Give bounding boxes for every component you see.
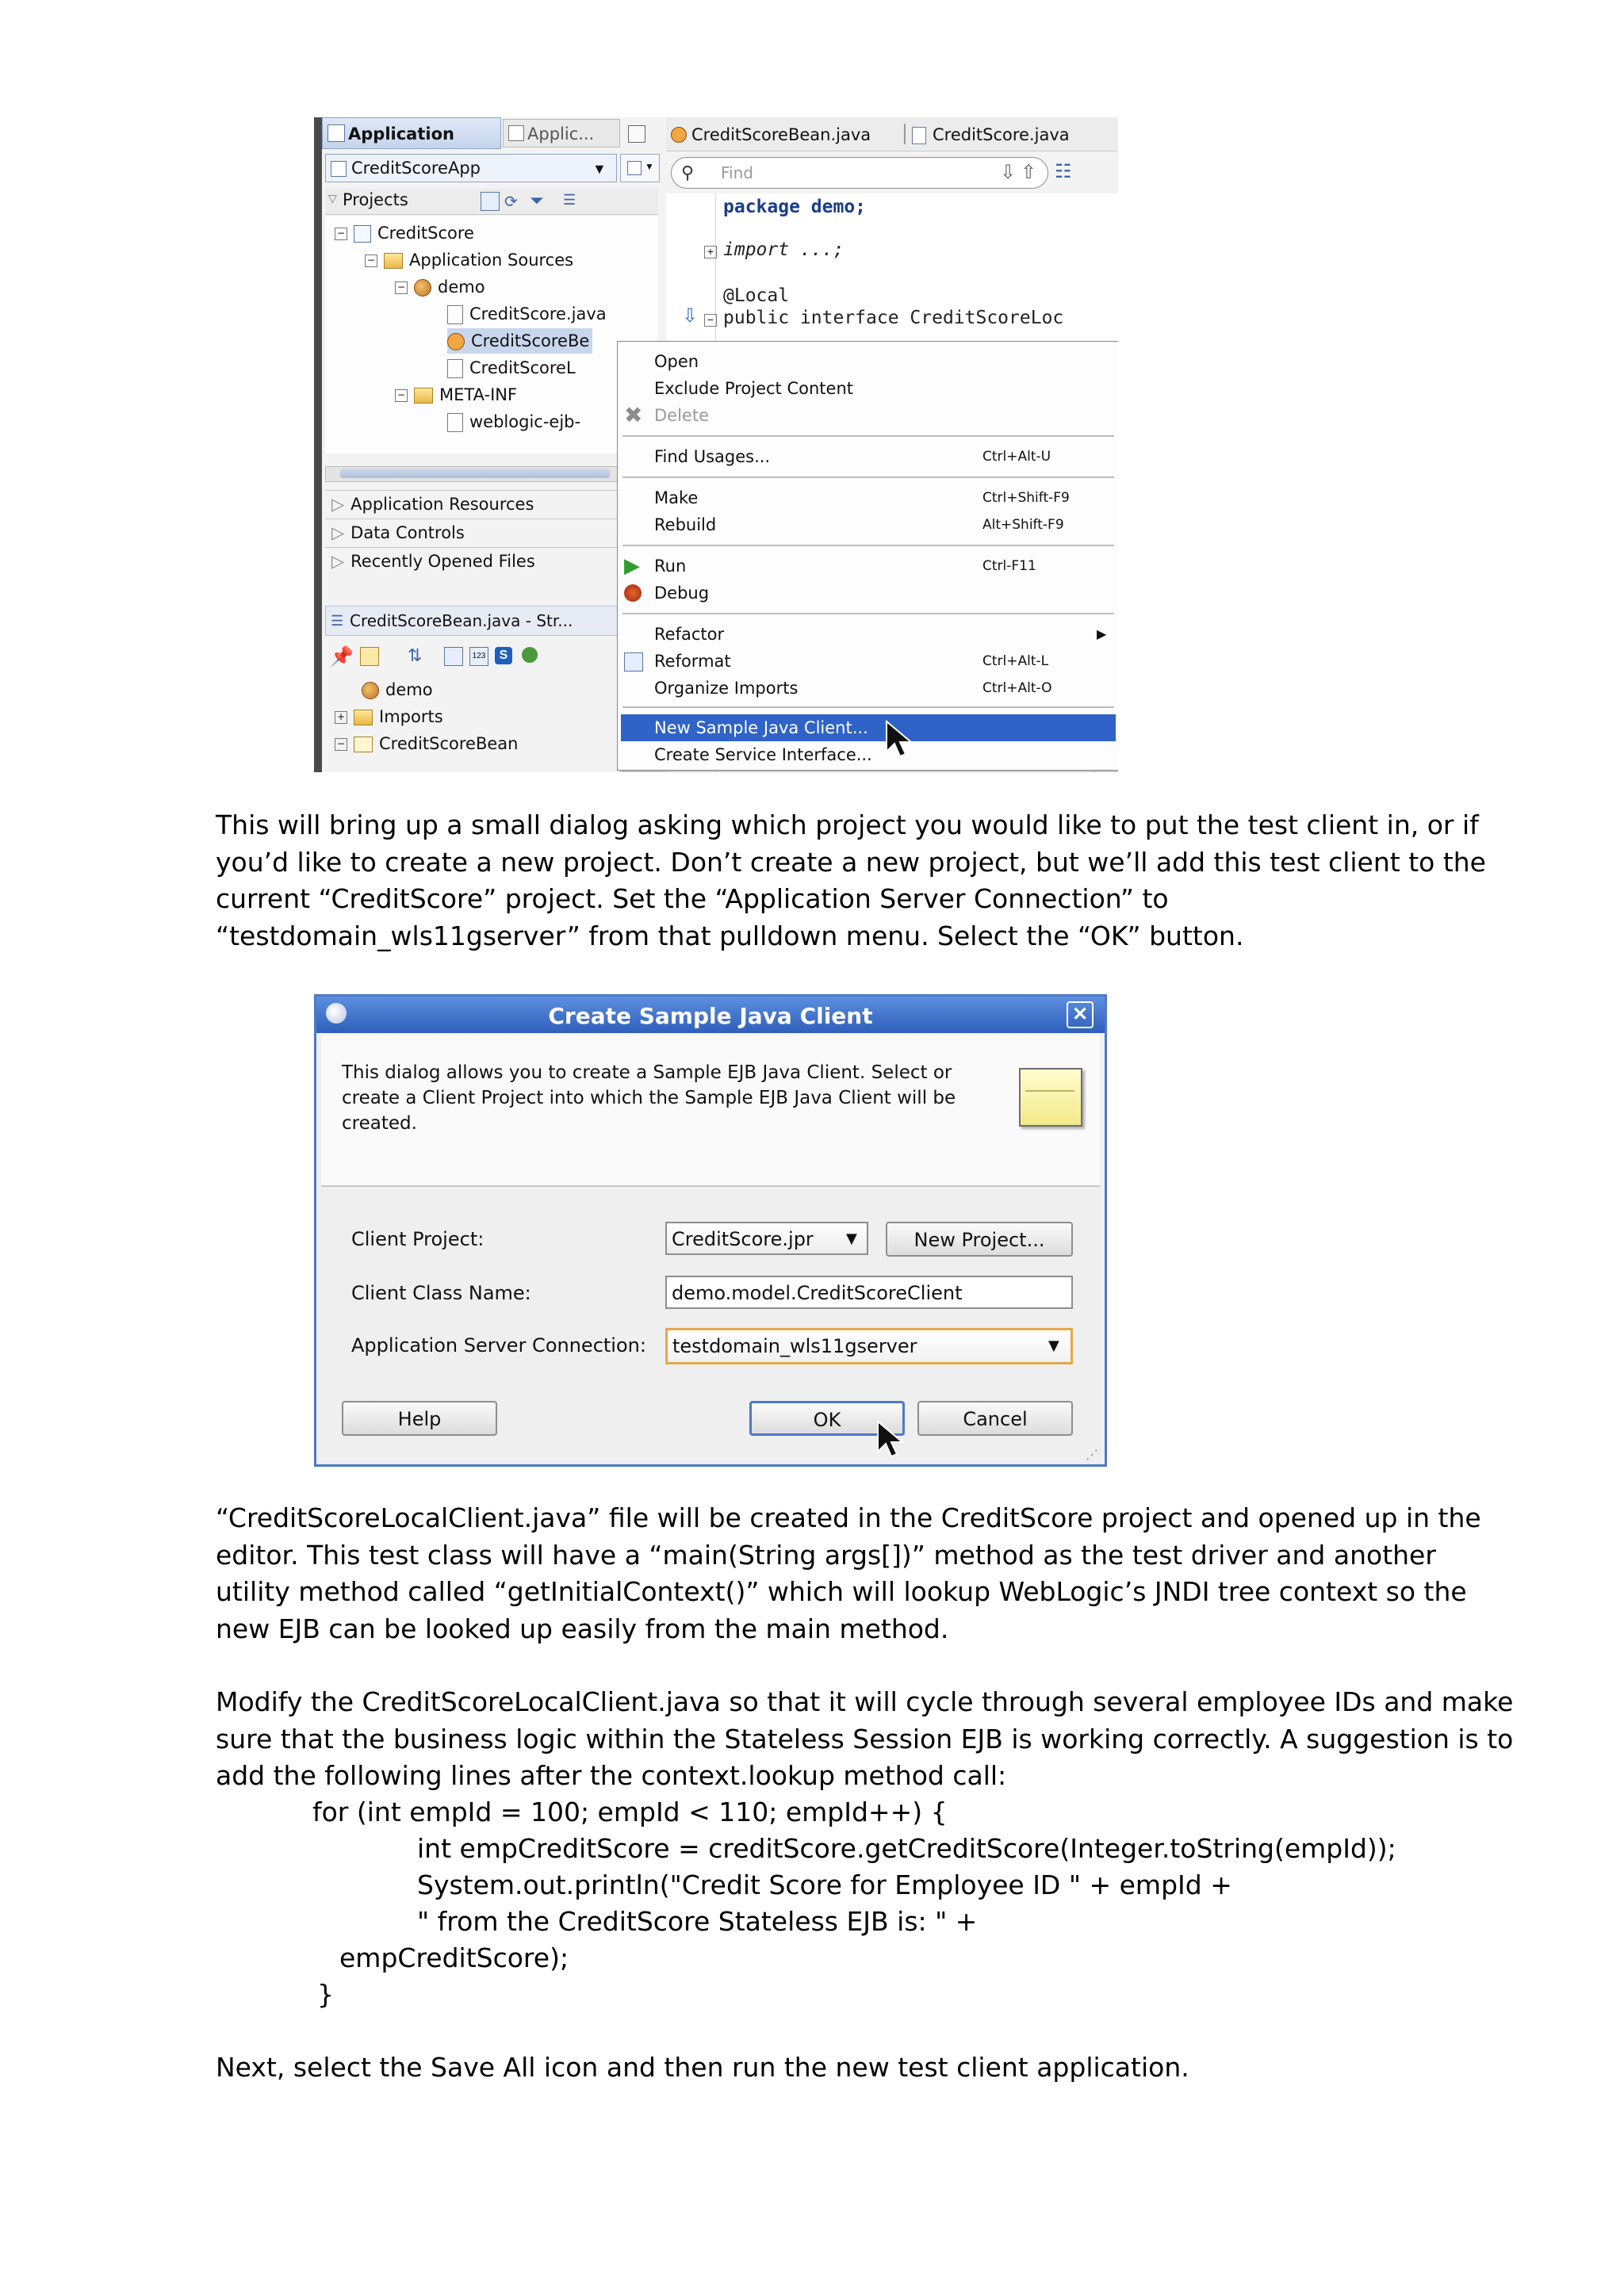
- sort-icon[interactable]: ⇅: [408, 645, 423, 665]
- menu-item-open[interactable]: Open: [654, 352, 699, 371]
- java-file-icon: [447, 305, 463, 324]
- window-icon: [627, 161, 642, 175]
- application-selector[interactable]: CreditScoreApp ▼: [325, 154, 617, 182]
- bug-icon: [624, 584, 642, 602]
- collapse-triangle-icon[interactable]: ▽: [328, 192, 337, 205]
- java-file-icon: [447, 359, 463, 378]
- chevron-down-icon: ▼: [592, 161, 607, 177]
- delete-icon: ✖: [624, 402, 643, 428]
- sync-icon[interactable]: ⟳: [504, 193, 518, 211]
- panel-data-controls[interactable]: ▷ Data Controls: [325, 519, 658, 546]
- collapse-icon[interactable]: −: [704, 314, 717, 327]
- editor-tab-creditscorebean[interactable]: CreditScoreBean.java: [669, 121, 907, 149]
- expand-icon[interactable]: +: [335, 711, 347, 724]
- new-project-button[interactable]: New Project...: [886, 1222, 1073, 1257]
- chevron-down-icon: ▼: [1048, 1337, 1059, 1354]
- collapse-icon[interactable]: −: [395, 389, 408, 402]
- menu-item-refactor[interactable]: Refactor ▶: [618, 621, 1118, 648]
- find-input[interactable]: ⚲ Find ⇩ ⇧: [671, 157, 1048, 189]
- scrollbar-thumb[interactable]: [340, 469, 610, 478]
- tree-node-creditscorelocal[interactable]: CreditScoreL: [447, 355, 576, 381]
- structure-toolbar: [325, 641, 658, 672]
- mouse-cursor-icon: [876, 1420, 908, 1461]
- mouse-cursor-icon: [885, 720, 917, 761]
- list-icon[interactable]: [444, 647, 463, 666]
- application-server-connection-select[interactable]: testdomain_wls11gserver ▼: [665, 1328, 1073, 1364]
- code-line-6: }: [317, 1979, 334, 2010]
- client-project-select[interactable]: CreditScore.jpr ▼: [665, 1222, 868, 1255]
- client-class-name-label: Client Class Name:: [351, 1282, 531, 1304]
- code-line-5: empCreditScore);: [339, 1942, 569, 1973]
- structure-tab[interactable]: ☰ CreditScoreBean.java - Str...: [325, 606, 658, 636]
- projects-header: ▽ Projects ⟳ ⏷ ☰: [325, 189, 658, 215]
- bean-icon: [671, 127, 687, 143]
- expand-triangle-icon: ▷: [331, 523, 345, 542]
- package-icon: [362, 682, 379, 699]
- cancel-button[interactable]: Cancel: [917, 1401, 1073, 1436]
- menu-separator: [622, 613, 1114, 614]
- dialog-header: [321, 1035, 1100, 1187]
- menu-separator: [622, 706, 1114, 708]
- horizontal-scrollbar[interactable]: [325, 466, 619, 482]
- paragraph-1: This will bring up a small dialog asking which project you would like to put the test client in, or if you’d like to create a new project. Don’t create a new project, but we’ll add this test client to the current “CreditScore” project. Set the “Application Server Connection” to “testdomain_wls11gserver” from that pulldown menu. Select the “OK” button.: [216, 809, 1486, 951]
- paragraph-2: “CreditScoreLocalClient.java” file will be created in the CreditScore project and opened up in the editor. This test class will have a “main(String args[])” method as the test driver and another utility method called “getInitialContext()” which will lookup WebLogic’s JNDI tree context so the new EJB can be looked up easily from the main method.: [216, 1502, 1481, 1644]
- collapse-icon[interactable]: −: [395, 281, 408, 294]
- chevron-down-icon: ▼: [645, 161, 654, 172]
- note-icon: [1019, 1068, 1082, 1127]
- find-next-icon[interactable]: ⇩: [1000, 162, 1017, 183]
- sort-icon[interactable]: ☰: [563, 192, 576, 208]
- client-project-label: Client Project:: [351, 1228, 485, 1250]
- expand-triangle-icon: ▷: [331, 495, 345, 514]
- tree-node-application-sources[interactable]: − Application Sources: [365, 247, 573, 273]
- collapse-icon[interactable]: −: [365, 254, 377, 267]
- structure-node-creditscorebean[interactable]: − CreditScoreBean: [335, 731, 518, 756]
- ok-button[interactable]: OK: [749, 1401, 905, 1436]
- menu-separator: [622, 476, 1114, 478]
- code-line-annotation: @Local: [723, 285, 790, 306]
- folder-icon: [384, 253, 403, 269]
- run-icon: ▶: [624, 554, 640, 578]
- editor-tab-bar: [666, 117, 1118, 151]
- panel-application-resources[interactable]: ▷ Application Resources: [325, 490, 658, 518]
- java-file-icon: [912, 127, 926, 144]
- ide-screenshot: [314, 117, 1118, 772]
- resize-grip-icon[interactable]: ⋰: [1086, 1448, 1098, 1462]
- context-menu: [617, 341, 1118, 771]
- numbers-icon[interactable]: 123: [469, 647, 488, 666]
- xml-file-icon: [447, 413, 463, 432]
- application-icon: [327, 124, 345, 142]
- menu-item-reformat[interactable]: Reformat Ctrl+Alt-L: [618, 648, 1118, 675]
- find-previous-icon[interactable]: ⇧: [1021, 162, 1037, 183]
- tab-divider: [904, 124, 906, 144]
- help-button[interactable]: Help: [342, 1401, 497, 1436]
- tree-node-demo[interactable]: − demo: [395, 274, 485, 300]
- project-icon: [354, 225, 371, 243]
- code-line-4: " from the CreditScore Stateless EJB is: " +: [417, 1906, 978, 1937]
- menu-item-new-sample-java-client[interactable]: New Sample Java Client...: [621, 714, 1116, 741]
- menu-item-rebuild[interactable]: Rebuild Alt+Shift-F9: [654, 515, 1064, 534]
- tree-node-meta-inf[interactable]: − META-INF: [395, 382, 517, 408]
- collapse-icon[interactable]: −: [335, 228, 347, 240]
- code-line-1: for (int empId = 100; empId < 110; empId++) {: [312, 1797, 948, 1827]
- paragraph-3: Modify the CreditScoreLocalClient.java so that it will cycle through several employee IDs and make sure that the business logic within the Stateless Session EJB is working correctly. A suggestion is to add the following lines after the context.lookup method call:: [216, 1686, 1514, 1791]
- code-line-2: int empCreditScore = creditScore.getCreditScore(Integer.toString(empId));: [417, 1833, 1396, 1864]
- menu-separator: [622, 435, 1114, 437]
- structure-node-imports[interactable]: + Imports: [335, 704, 443, 729]
- submenu-arrow-icon: ▶: [1097, 626, 1107, 641]
- menu-item-make[interactable]: Make Ctrl+Shift-F9: [654, 488, 1070, 507]
- bean-icon: [447, 333, 465, 350]
- code-line-package: package demo;: [723, 197, 867, 217]
- expand-triangle-icon: ▷: [331, 552, 345, 571]
- application-server-connection-label: Application Server Connection:: [351, 1334, 646, 1357]
- tree-node-creditscore[interactable]: − CreditScore: [335, 220, 474, 246]
- tab-application[interactable]: Application: [322, 117, 501, 149]
- tab-applic[interactable]: Applic...: [503, 119, 620, 147]
- tree-node-weblogic-ejb[interactable]: weblogic-ejb-: [447, 409, 580, 434]
- collapse-icon[interactable]: −: [335, 738, 347, 751]
- application-menu-button[interactable]: [620, 154, 660, 182]
- structure-node-demo[interactable]: demo: [338, 677, 433, 702]
- paragraph-4: Next, select the Save All icon and then run the new test client application.: [216, 2052, 1189, 2083]
- minimize-icon[interactable]: [628, 125, 645, 143]
- search-icon[interactable]: [481, 192, 500, 211]
- page-icon: [508, 125, 524, 141]
- static-icon[interactable]: S: [495, 647, 512, 664]
- client-class-name-input[interactable]: demo.model.CreditScoreClient: [665, 1276, 1073, 1309]
- dialog-description: This dialog allows you to create a Sample EJB Java Client. Select or create a Client Project into which the Sample EJB Java Client will be created.: [342, 1062, 956, 1134]
- code-line-interface: public interface CreditScoreLoc: [723, 308, 1064, 328]
- menu-item-create-service-interface[interactable]: Create Service Interface...: [654, 745, 872, 764]
- panel-recently-opened-files[interactable]: ▷ Recently Opened Files: [325, 547, 658, 575]
- folder-icon: [354, 710, 373, 725]
- code-line-3: System.out.println("Credit Score for Employee ID " + empId +: [417, 1869, 1232, 1900]
- create-sample-java-client-dialog: [314, 994, 1107, 1467]
- dialog-title: Create Sample Java Client: [548, 1003, 873, 1029]
- application-icon: [331, 161, 347, 177]
- class-icon: [354, 737, 373, 752]
- pin-icon[interactable]: 📌: [330, 646, 354, 668]
- expand-icon[interactable]: +: [704, 246, 717, 258]
- reformat-icon: [624, 652, 643, 672]
- menu-item-exclude-project-content[interactable]: Exclude Project Content: [654, 379, 853, 398]
- editor-tab-creditscore[interactable]: CreditScore.java: [910, 121, 1118, 149]
- tree-node-creditscore-java[interactable]: CreditScore.java: [447, 301, 607, 327]
- close-icon[interactable]: ✕: [1067, 1001, 1094, 1028]
- menu-item-organize-imports[interactable]: Organize Imports Ctrl+Alt-O: [654, 679, 1052, 698]
- structure-icon: ☰: [331, 613, 344, 629]
- edit-icon[interactable]: [360, 647, 379, 666]
- tree-node-creditscorebean-selected[interactable]: CreditScoreBe: [447, 328, 592, 354]
- implements-arrow-icon[interactable]: ⇩: [682, 305, 699, 327]
- dialog-title-bar: [316, 997, 1105, 1033]
- filter-icon[interactable]: ⏷: [530, 190, 544, 210]
- menu-item-run[interactable]: ▶ Run Ctrl-F11: [624, 554, 1036, 578]
- lock-icon[interactable]: [522, 647, 538, 663]
- options-icon[interactable]: ☷: [1055, 161, 1072, 182]
- chevron-down-icon: ▼: [846, 1230, 857, 1247]
- folder-icon: [414, 388, 433, 404]
- menu-separator: [622, 545, 1114, 546]
- menu-item-debug[interactable]: Debug: [618, 580, 1118, 607]
- code-line-import: import ...;: [723, 239, 845, 260]
- package-icon: [414, 279, 431, 297]
- menu-item-find-usages[interactable]: Find Usages... Ctrl+Alt-U: [654, 447, 1051, 466]
- menu-item-delete[interactable]: ✖ Delete: [624, 402, 709, 428]
- binoculars-icon: ⚲: [681, 163, 695, 182]
